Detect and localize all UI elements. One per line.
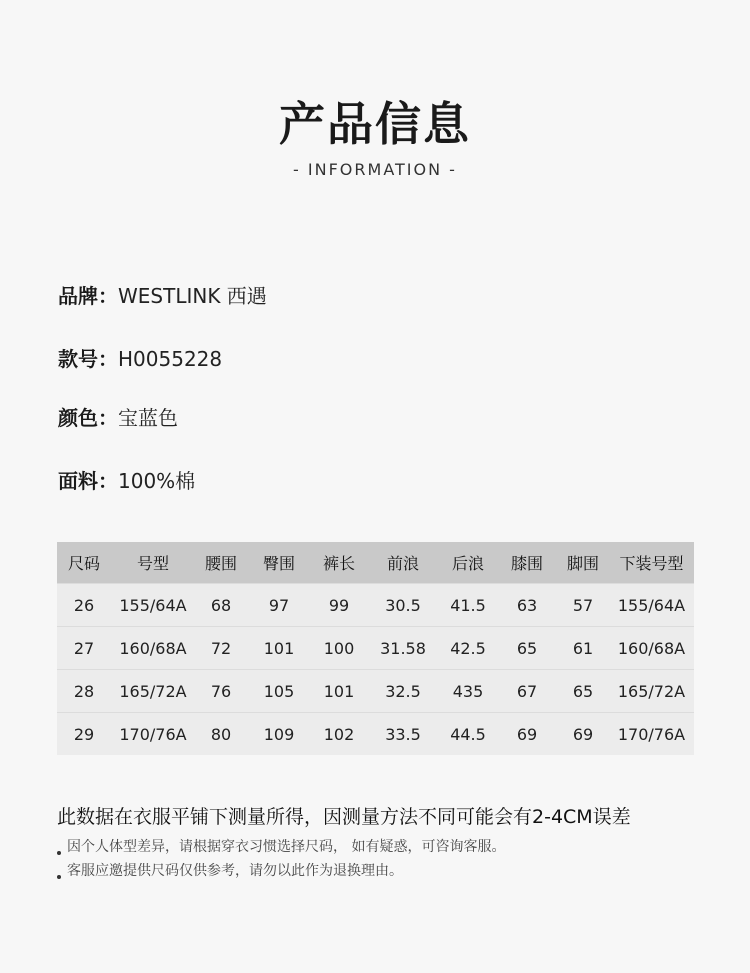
table-cell: 28 <box>57 670 111 713</box>
header-cell: 脚围 <box>557 542 609 584</box>
table-cell: 165/72A <box>111 670 195 713</box>
table-cell: 170/76A <box>111 713 195 756</box>
table-cell: 109 <box>247 713 311 756</box>
table-cell: 102 <box>311 713 367 756</box>
table-cell: 72 <box>195 627 247 670</box>
header-cell: 下装号型 <box>609 542 694 584</box>
table-cell: 165/72A <box>609 670 694 713</box>
table-cell: 160/68A <box>609 627 694 670</box>
header-cell: 臀围 <box>247 542 311 584</box>
table-cell: 76 <box>195 670 247 713</box>
table-cell: 32.5 <box>367 670 439 713</box>
table-cell: 97 <box>247 584 311 627</box>
table-cell: 65 <box>557 670 609 713</box>
table-cell: 31.58 <box>367 627 439 670</box>
size-table-header <box>57 542 694 584</box>
table-cell: 435 <box>439 670 497 713</box>
list-item <box>57 836 505 860</box>
note-text: 因个人体型差异，请根据穿衣习惯选择尺码， 如有疑惑，可咨询客服。 <box>67 839 506 855</box>
table-cell: 99 <box>311 584 367 627</box>
table-cell: 61 <box>557 627 609 670</box>
table-cell: 105 <box>247 670 311 713</box>
header-cell: 腰围 <box>195 542 247 584</box>
measurement-note: 此数据在衣服平铺下测量所得，因测量方法不同可能会有2-4CM误差 <box>57 806 631 828</box>
table-cell: 101 <box>311 670 367 713</box>
table-cell: 42.5 <box>439 627 497 670</box>
table-row <box>57 627 694 670</box>
table-cell: 170/76A <box>609 713 694 756</box>
table-cell: 41.5 <box>439 584 497 627</box>
size-table <box>57 542 694 755</box>
table-cell: 155/64A <box>609 584 694 627</box>
table-cell: 67 <box>497 670 557 713</box>
info-value: 100%棉 <box>118 469 196 493</box>
table-row <box>57 713 694 756</box>
info-label: 品牌： <box>58 284 118 308</box>
info-label: 面料： <box>58 469 118 493</box>
table-cell: 69 <box>557 713 609 756</box>
table-cell: 101 <box>247 627 311 670</box>
table-cell: 68 <box>195 584 247 627</box>
info-label: 颜色： <box>58 406 118 430</box>
bullet-icon <box>57 875 61 879</box>
table-cell: 155/64A <box>111 584 195 627</box>
page-title: 产品信息 <box>279 97 471 151</box>
info-label: 款号： <box>58 347 118 371</box>
table-cell: 65 <box>497 627 557 670</box>
header-cell: 尺码 <box>57 542 111 584</box>
table-cell: 30.5 <box>367 584 439 627</box>
table-cell: 26 <box>57 584 111 627</box>
header-cell: 号型 <box>111 542 195 584</box>
header-cell: 裤长 <box>311 542 367 584</box>
info-value: WESTLINK 西遇 <box>118 284 267 308</box>
table-cell: 100 <box>311 627 367 670</box>
table-cell: 44.5 <box>439 713 497 756</box>
bullet-icon <box>57 851 61 855</box>
note-list <box>57 836 505 884</box>
table-cell: 29 <box>57 713 111 756</box>
header-cell: 前浪 <box>367 542 439 584</box>
table-row <box>57 670 694 713</box>
table-cell: 80 <box>195 713 247 756</box>
list-item <box>57 860 505 884</box>
table-cell: 27 <box>57 627 111 670</box>
header-cell: 膝围 <box>497 542 557 584</box>
table-row <box>57 584 694 627</box>
page-subtitle: - INFORMATION - <box>293 160 457 179</box>
note-text: 客服应邀提供尺码仅供参考，请勿以此作为退换理由。 <box>67 863 403 879</box>
table-cell: 33.5 <box>367 713 439 756</box>
info-fabric <box>58 465 195 494</box>
info-brand <box>58 280 267 309</box>
header-cell: 后浪 <box>439 542 497 584</box>
info-style-number <box>58 343 222 372</box>
info-color <box>58 402 178 431</box>
table-cell: 63 <box>497 584 557 627</box>
table-cell: 69 <box>497 713 557 756</box>
info-value: H0055228 <box>118 347 223 371</box>
table-cell: 57 <box>557 584 609 627</box>
info-value: 宝蓝色 <box>118 406 178 430</box>
table-cell: 160/68A <box>111 627 195 670</box>
